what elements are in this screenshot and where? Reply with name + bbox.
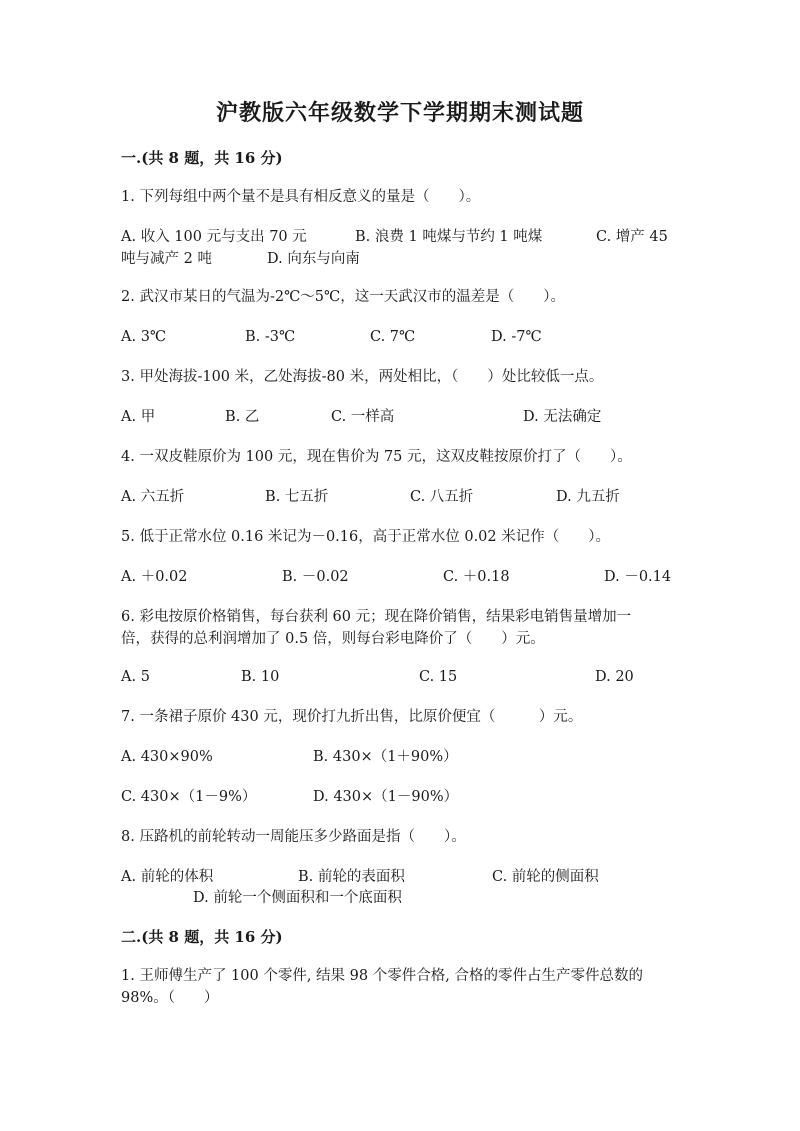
- section-1-header: 一.(共 8 题，共 16 分): [121, 149, 283, 167]
- question-1-option-b: B. 浪费 1 吨煤与节约 1 吨煤: [355, 229, 543, 245]
- question-8-option-d: D. 前轮一个侧面积和一个底面积: [193, 890, 402, 906]
- question-3-option-c: C. 一样高: [331, 409, 395, 425]
- question-4-option-d: D. 九五折: [556, 489, 620, 505]
- question-7-option-a: A. 430×90%: [121, 749, 213, 765]
- question-4-stem: 4. 一双皮鞋原价为 100 元，现在售价为 75 元，这双皮鞋按原价打了（ ）。: [121, 449, 632, 465]
- question-5-stem: 5. 低于正常水位 0.16 米记为－0.16，高于正常水位 0.02 米记作（ ）。: [121, 529, 610, 545]
- question-2-stem: 2. 武汉市某日的气温为-2℃～5℃，这一天武汉市的温差是（ ）。: [121, 289, 565, 305]
- question-5-option-c: C. ＋0.18: [443, 569, 510, 585]
- section-2-header: 二.(共 8 题，共 16 分): [121, 928, 283, 946]
- question-3-option-a: A. 甲: [121, 409, 156, 425]
- question-6-option-a: A. 5: [121, 669, 150, 685]
- question-6-option-d: D. 20: [595, 669, 634, 685]
- question-8-option-a: A. 前轮的体积: [121, 869, 214, 885]
- question-8-option-c: C. 前轮的侧面积: [492, 869, 599, 885]
- question-4-option-b: B. 七五折: [265, 489, 329, 505]
- question-7-option-d: D. 430×（1－90%）: [313, 789, 459, 805]
- question-1-option-d: D. 向东与向南: [267, 251, 360, 267]
- question-2-option-b: B. -3℃: [245, 329, 296, 345]
- question-4-option-c: C. 八五折: [410, 489, 474, 505]
- question-2-option-d: D. -7℃: [491, 329, 542, 345]
- question-6-option-b: B. 10: [241, 669, 280, 685]
- question-2-option-c: C. 7℃: [370, 329, 416, 345]
- question-7-option-c: C. 430×（1－9%）: [121, 789, 257, 805]
- question-6-stem-line-2: 倍，获得的总利润增加了 0.5 倍，则每台彩电降价了（ ）元。: [121, 631, 545, 647]
- question-5-option-a: A. ＋0.02: [121, 569, 188, 585]
- question-5-option-b: B. －0.02: [282, 569, 349, 585]
- question-1-option-c-continued: 吨与减产 2 吨: [121, 251, 212, 267]
- question-1-stem: 1. 下列每组中两个量不是具有相反意义的量是（ ）。: [121, 189, 481, 205]
- section-2-question-1-stem-line-2: 98%。（ ）: [121, 990, 219, 1006]
- question-2-option-a: A. 3℃: [121, 329, 167, 345]
- question-8-stem: 8. 压路机的前轮转动一周能压多少路面是指（ ）。: [121, 829, 466, 845]
- question-1-option-c: C. 增产 45: [596, 229, 668, 245]
- question-3-option-d: D. 无法确定: [523, 409, 602, 425]
- question-3-stem: 3. 甲处海拔-100 米，乙处海拔-80 米，两处相比，（ ）处比较低一点。: [121, 369, 604, 385]
- question-5-option-d: D. －0.14: [604, 569, 672, 585]
- question-1-option-a: A. 收入 100 元与支出 70 元: [121, 229, 307, 245]
- page-title: 沪教版六年级数学下学期期末测试题: [215, 100, 584, 126]
- question-3-option-b: B. 乙: [225, 409, 260, 425]
- question-4-option-a: A. 六五折: [121, 489, 185, 505]
- question-6-stem-line-1: 6. 彩电按原价格销售，每台获利 60 元；现在降价销售，结果彩电销售量增加一: [121, 609, 632, 625]
- question-8-option-b: B. 前轮的表面积: [298, 869, 405, 885]
- question-6-option-c: C. 15: [419, 669, 458, 685]
- section-2-question-1-stem-line-1: 1. 王师傅生产了 100 个零件, 结果 98 个零件合格, 合格的零件占生产零件总数的: [121, 968, 643, 984]
- question-7-option-b: B. 430×（1＋90%）: [313, 749, 458, 765]
- question-7-stem: 7. 一条裙子原价 430 元，现价打九折出售，比原价便宜（ ）元。: [121, 709, 583, 725]
